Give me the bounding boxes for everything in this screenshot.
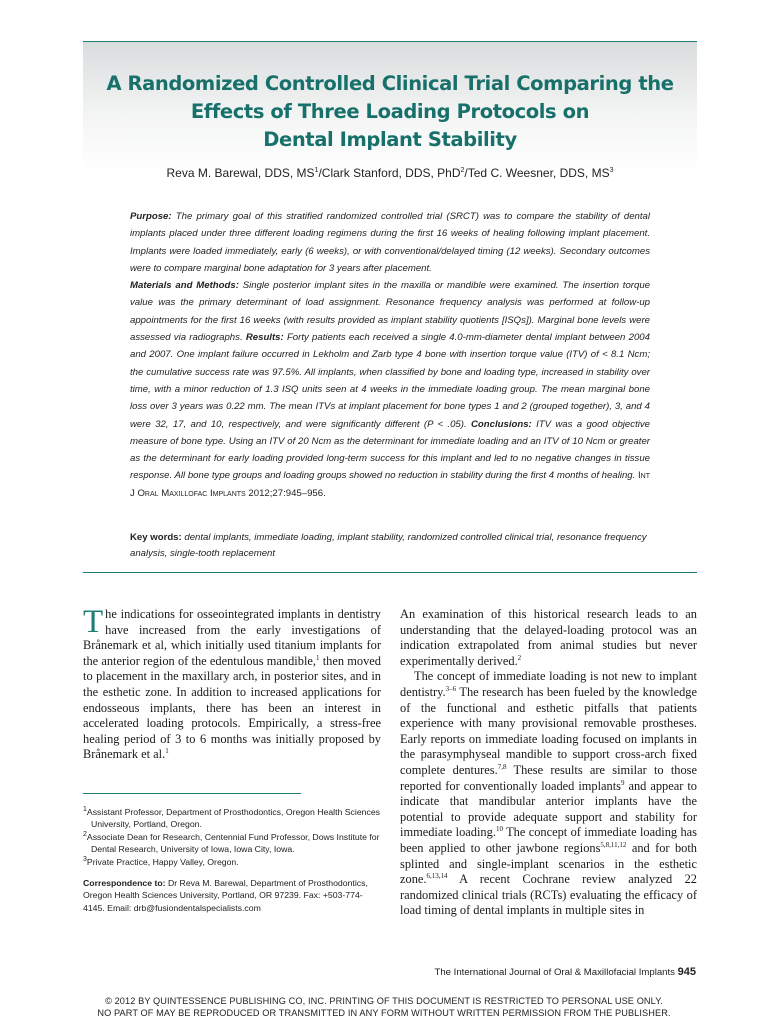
- body-text: The concept of immediate loading has been applied to other jawbone regions: [400, 825, 697, 855]
- author-line: [83, 166, 697, 180]
- running-footer: [434, 966, 696, 978]
- citation-ref: 10: [495, 825, 503, 834]
- footnote: [83, 856, 381, 868]
- body-paragraph: [400, 669, 697, 919]
- keywords-label: Key words:: [130, 532, 182, 543]
- author-affiliation-mark: 3: [609, 167, 614, 174]
- body-paragraph: [83, 604, 381, 763]
- keywords-text: dental implants, immediate loading, implant stability, randomized controlled clinical trial, resonance frequency analysis, single-tooth replacement: [130, 532, 647, 559]
- body-text: then moved to placement in the maxillary arch, in posterior sites, and in the esthetic zone. In addition to increased applications for endosseous implants, there has been an interest in accelerated loading protocols. Empirically, a stress-free healing period of 3 to 6 months was initially proposed by Brånemark et al.: [83, 653, 381, 762]
- body-text: and for both splinted and single-implant scenarios in the esthetic zone.: [400, 840, 697, 887]
- body-column-left: [83, 604, 381, 763]
- footnote: [83, 806, 381, 831]
- citation-ref: 1: [315, 653, 320, 662]
- abstract: [130, 208, 650, 502]
- author-name: /Clark Stanford, DDS, PhD: [318, 166, 461, 180]
- footnotes: [83, 806, 381, 914]
- footnote-rule: [83, 793, 301, 794]
- correspondence: [83, 877, 381, 914]
- citation-ref: 9: [621, 778, 625, 787]
- body-column-right: [400, 607, 697, 919]
- author-name: /Ted C. Weesner, DDS, MS: [464, 166, 610, 180]
- body-text: A recent Cochrane review analyzed 22 randomized clinical trials (RCTs) evaluating the efficacy of load timing of dental implants in multiple sites in: [400, 872, 697, 918]
- footnote-mark: 3: [83, 855, 87, 863]
- body-text: he indications for osseointegrated implants in dentistry have increased from the early investigations of Brånemark et al, which initially used titanium implants for the anterior region of the edentulous mandible,: [83, 607, 381, 668]
- citation-ref: 7,8: [497, 762, 507, 771]
- author-affiliation-mark: 2: [460, 167, 465, 174]
- abstract-purpose-text: The primary goal of this stratified randomized controlled trial (SRCT) was to compare the stability of dental implants placed under three different loading regimens during the first 16 weeks of healing following implant placement. Implants were loaded immediately, early (6 weeks), or with conventional/delayed timing (12 weeks). Secondary outcomes were to compare marginal bone adaptation for 3 years after placement.: [130, 211, 650, 274]
- footnote-mark: 2: [83, 830, 87, 838]
- body-paragraph: [400, 607, 697, 669]
- citation-ref: 6,13,14: [426, 871, 448, 880]
- body-text: These results are similar to those reported for conventionally loaded implants: [400, 762, 697, 793]
- citation-ref: 5,8,11,12: [600, 840, 627, 849]
- title-line: A Randomized Controlled Clinical Trial Comparing the: [106, 72, 674, 95]
- title-line: Effects of Three Loading Protocols on: [190, 100, 590, 123]
- footnote-mark: 1: [83, 806, 87, 814]
- page-number: 945: [677, 966, 696, 978]
- abstract-conclusions-text: ITV was a good objective measure of bone type. Using an ITV of 20 Ncm as the determinant for immediate loading and an ITV of 10 Ncm or greater as the determinant for early loading provided long-term success for this implant and led to no negative changes in tissue response. All bone type groups and loading groups showed no reduction in stability during the first 4 months of healing.: [130, 418, 650, 482]
- citation-ref: 1: [165, 747, 169, 756]
- footnote: [83, 831, 381, 856]
- citation-ref: 3–6: [445, 684, 457, 693]
- abstract-results-text: Forty patients each received a single 4.0-mm-diameter dental implant between 2004 and 2007. One implant failure occurred in Lekholm and Zarb type 4 bone with insertion torque value (ITV) of < 8.1 Ncm; the cumulative success rate was 97.5%. All implants, when classified by bone and loading type, increased in stability over time, with a minor reduction of 1.3 ISQ units seen at 4 weeks in the immediate loading group. The mean marginal bone loss over 3 years was 0.22 mm. The mean ITVs at implant placement for bone types 1 and 2 (grouped together), 3, and 4 were 32, 17, and 10, respectively, and were significantly different (P < .05).: [130, 332, 650, 430]
- abstract-conclusions-label: Conclusions:: [466, 418, 532, 430]
- copyright-line: © 2012 BY QUINTESSENCE PUBLISHING CO, INC. PRINTING OF THIS DOCUMENT IS RESTRICTED TO PERSONAL USE ONLY.: [105, 996, 663, 1006]
- footnote-text: Assistant Professor, Department of Prosthodontics, Oregon Health Sciences University, Portland, Oregon.: [86, 807, 381, 830]
- body-text: The research has been fueled by the knowledge of the functional and esthetic pitfalls that patients experience with many provisional removable prostheses. Early reports on immediate loading focused on implants in the parasymphyseal mandible to support cross-arch fixed complete dentures.: [400, 684, 697, 777]
- abstract-citation: 2012;27:945–956.: [245, 487, 326, 499]
- article-title: [83, 70, 697, 154]
- copyright-notice: [0, 995, 768, 1019]
- keywords: [130, 530, 650, 562]
- citation-ref: 2: [517, 653, 522, 662]
- footnote-text: Private Practice, Happy Valley, Oregon.: [86, 856, 239, 867]
- body-text: The concept of immediate loading is not new to implant dentistry.: [400, 669, 697, 699]
- abstract-results-label: Results:: [242, 332, 284, 344]
- title-line: Dental Implant Stability: [263, 128, 517, 151]
- copyright-line: NO PART OF MAY BE REPRODUCED OR TRANSMITTED IN ANY FORM WITHOUT WRITTEN PERMISSION FROM THE PUBLISHER.: [97, 1008, 671, 1018]
- abstract-methods-text: Single posterior implant sites in the maxilla or mandible were examined. The insertion torque value was the primary determinant of load assignment. Resonance frequency analysis was performed at follow-up appointments for the first 16 weeks (with results provided as implant stability quotients [ISQs]). Marginal bone levels were assessed via radiographs.: [130, 280, 650, 344]
- correspondence-label: Correspondence to:: [83, 878, 166, 889]
- section-divider: [83, 572, 697, 573]
- correspondence-text: Dr Reva M. Barewal, Department of Prosthodontics, Oregon Health Sciences University, Portland, OR 97239. Fax: +503-774-4145. Email: drb@fusiondentalspecialists.com: [83, 878, 368, 913]
- drop-cap: T: [83, 604, 104, 640]
- abstract-methods-label: Materials and Methods:: [130, 280, 239, 292]
- body-text: and appear to indicate that mandibular anterior implants have the potential to provide adequate support and stability for immediate loading.: [400, 778, 697, 840]
- author-affiliation-mark: 1: [314, 167, 319, 174]
- body-text: An examination of this historical research leads to an understanding that the delayed-loading protocol was an indication extrapolated from animal studies but never experimentally derived.: [400, 607, 697, 668]
- abstract-purpose-label: Purpose:: [130, 211, 172, 222]
- author-name: Reva M. Barewal, DDS, MS: [166, 166, 315, 180]
- abstract-citation-journal: Int J Oral Maxillofac Implants: [130, 470, 650, 499]
- journal-name: The International Journal of Oral & Maxillofacial Implants: [434, 967, 678, 978]
- footnote-text: Associate Dean for Research, Centennial Fund Professor, Dows Institute for Dental Research, University of Iowa, Iowa City, Iowa.: [86, 831, 380, 855]
